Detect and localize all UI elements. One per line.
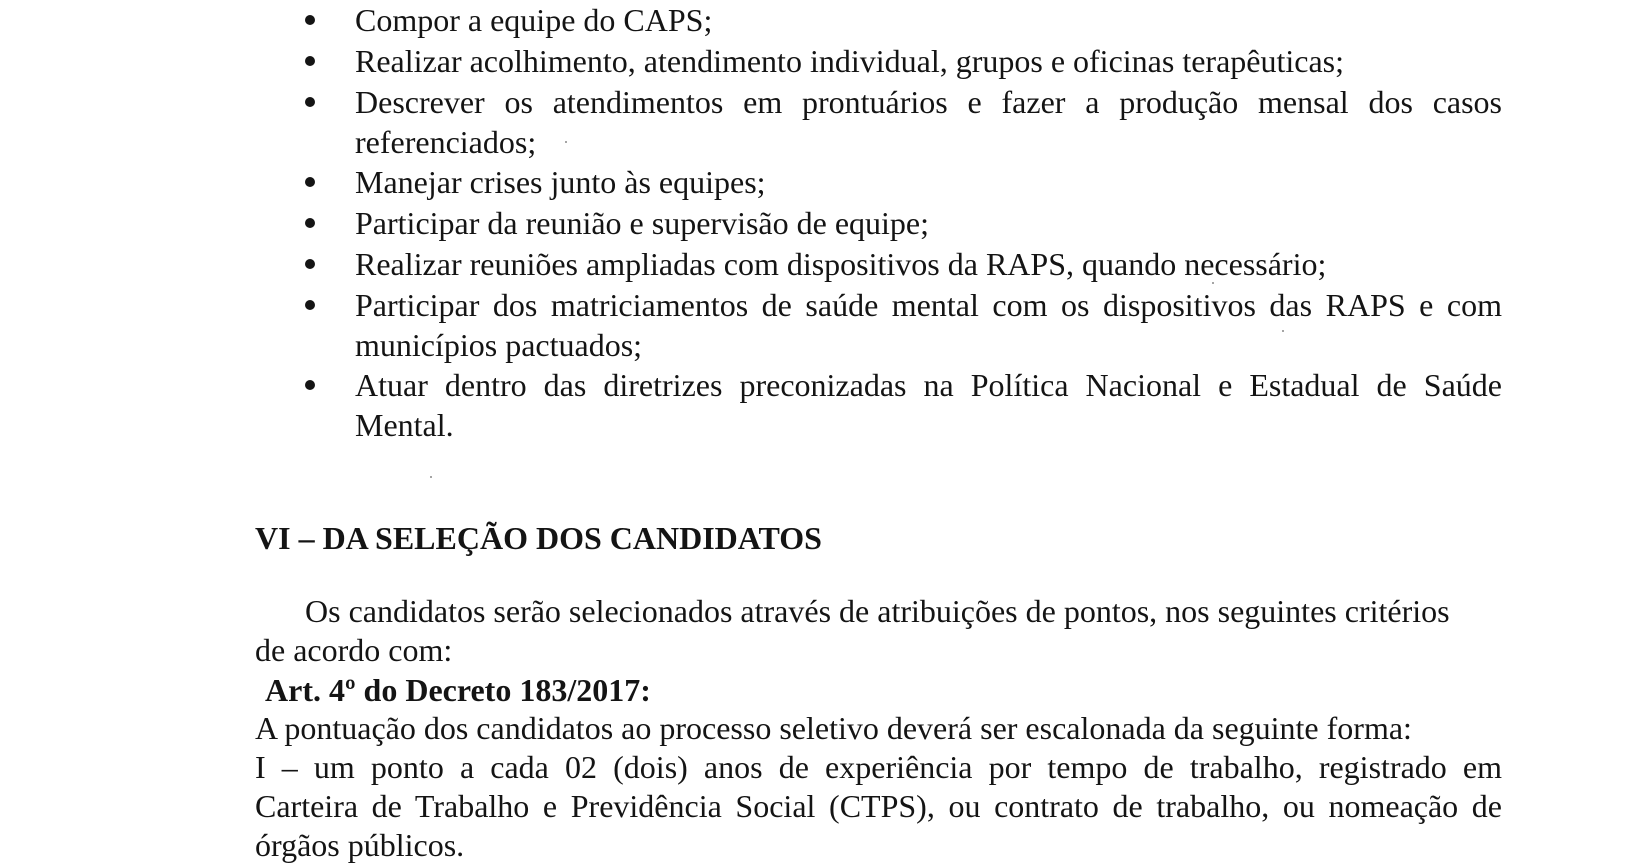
- bullet-text: Participar dos matriciamentos de saúde mental com os dispositivos das RAPS e com: [355, 287, 1502, 323]
- bullet-item: [355, 203, 1502, 243]
- scan-speck: [565, 141, 567, 143]
- bullet-dot: [305, 97, 315, 107]
- intro-paragraph: [255, 592, 1502, 670]
- bullet-text: Mental.: [355, 407, 454, 443]
- bullet-text: Realizar acolhimento, atendimento individual, grupos e oficinas terapêuticas;: [355, 43, 1344, 79]
- bullet-dot: [305, 218, 315, 228]
- scan-speck: [1282, 330, 1284, 332]
- bullet-text: Manejar crises junto às equipes;: [355, 164, 766, 200]
- bullet-dot: [305, 177, 315, 187]
- scoring-paragraph: [255, 709, 1502, 865]
- bullet-dot: [305, 259, 315, 269]
- bullet-text: Descrever os atendimentos em prontuários e fazer a produção mensal dos casos: [355, 84, 1502, 120]
- scan-speck: [1212, 282, 1214, 284]
- paragraph-line: A pontuação dos candidatos ao processo seletivo deverá ser escalonada da seguinte forma:: [255, 710, 1412, 746]
- bullet-dot: [305, 15, 315, 25]
- bullet-item: [355, 82, 1502, 162]
- bullet-text: referenciados;: [355, 124, 537, 160]
- bullet-item: [355, 162, 1502, 202]
- paragraph-line: Carteira de Trabalho e Previdência Social (CTPS), ou contrato de trabalho, ou nomeação de: [255, 788, 1502, 824]
- paragraph-line: de acordo com:: [255, 632, 453, 668]
- bullet-item: [355, 365, 1502, 445]
- article-title: Art. 4º do Decreto 183/2017:: [265, 672, 651, 708]
- paragraph-line: I – um ponto a cada 02 (dois) anos de experiência por tempo de trabalho, registrado em: [255, 749, 1502, 785]
- paragraph-line: órgãos públicos.: [255, 827, 465, 863]
- bullet-dot: [305, 380, 315, 390]
- bullet-text: municípios pactuados;: [355, 327, 643, 363]
- bullet-dot: [305, 56, 315, 66]
- bullet-item: [355, 285, 1502, 365]
- paragraph-line: Os candidatos serão selecionados através de atribuições de pontos, nos seguintes critérios: [305, 593, 1450, 629]
- bullet-text: Atuar dentro das diretrizes preconizadas na Política Nacional e Estadual de Saúde: [355, 367, 1502, 403]
- scan-speck: [430, 476, 432, 478]
- bullet-item: [355, 244, 1502, 284]
- bullet-text: Realizar reuniões ampliadas com dispositivos da RAPS, quando necessário;: [355, 246, 1327, 282]
- bullet-dot: [305, 300, 315, 310]
- bullet-text: Participar da reunião e supervisão de equipe;: [355, 205, 929, 241]
- bullet-item: [355, 41, 1502, 81]
- bullet-text: Compor a equipe do CAPS;: [355, 2, 713, 38]
- bullet-item: [355, 0, 1502, 40]
- section-heading: VI – DA SELEÇÃO DOS CANDIDATOS: [255, 520, 822, 556]
